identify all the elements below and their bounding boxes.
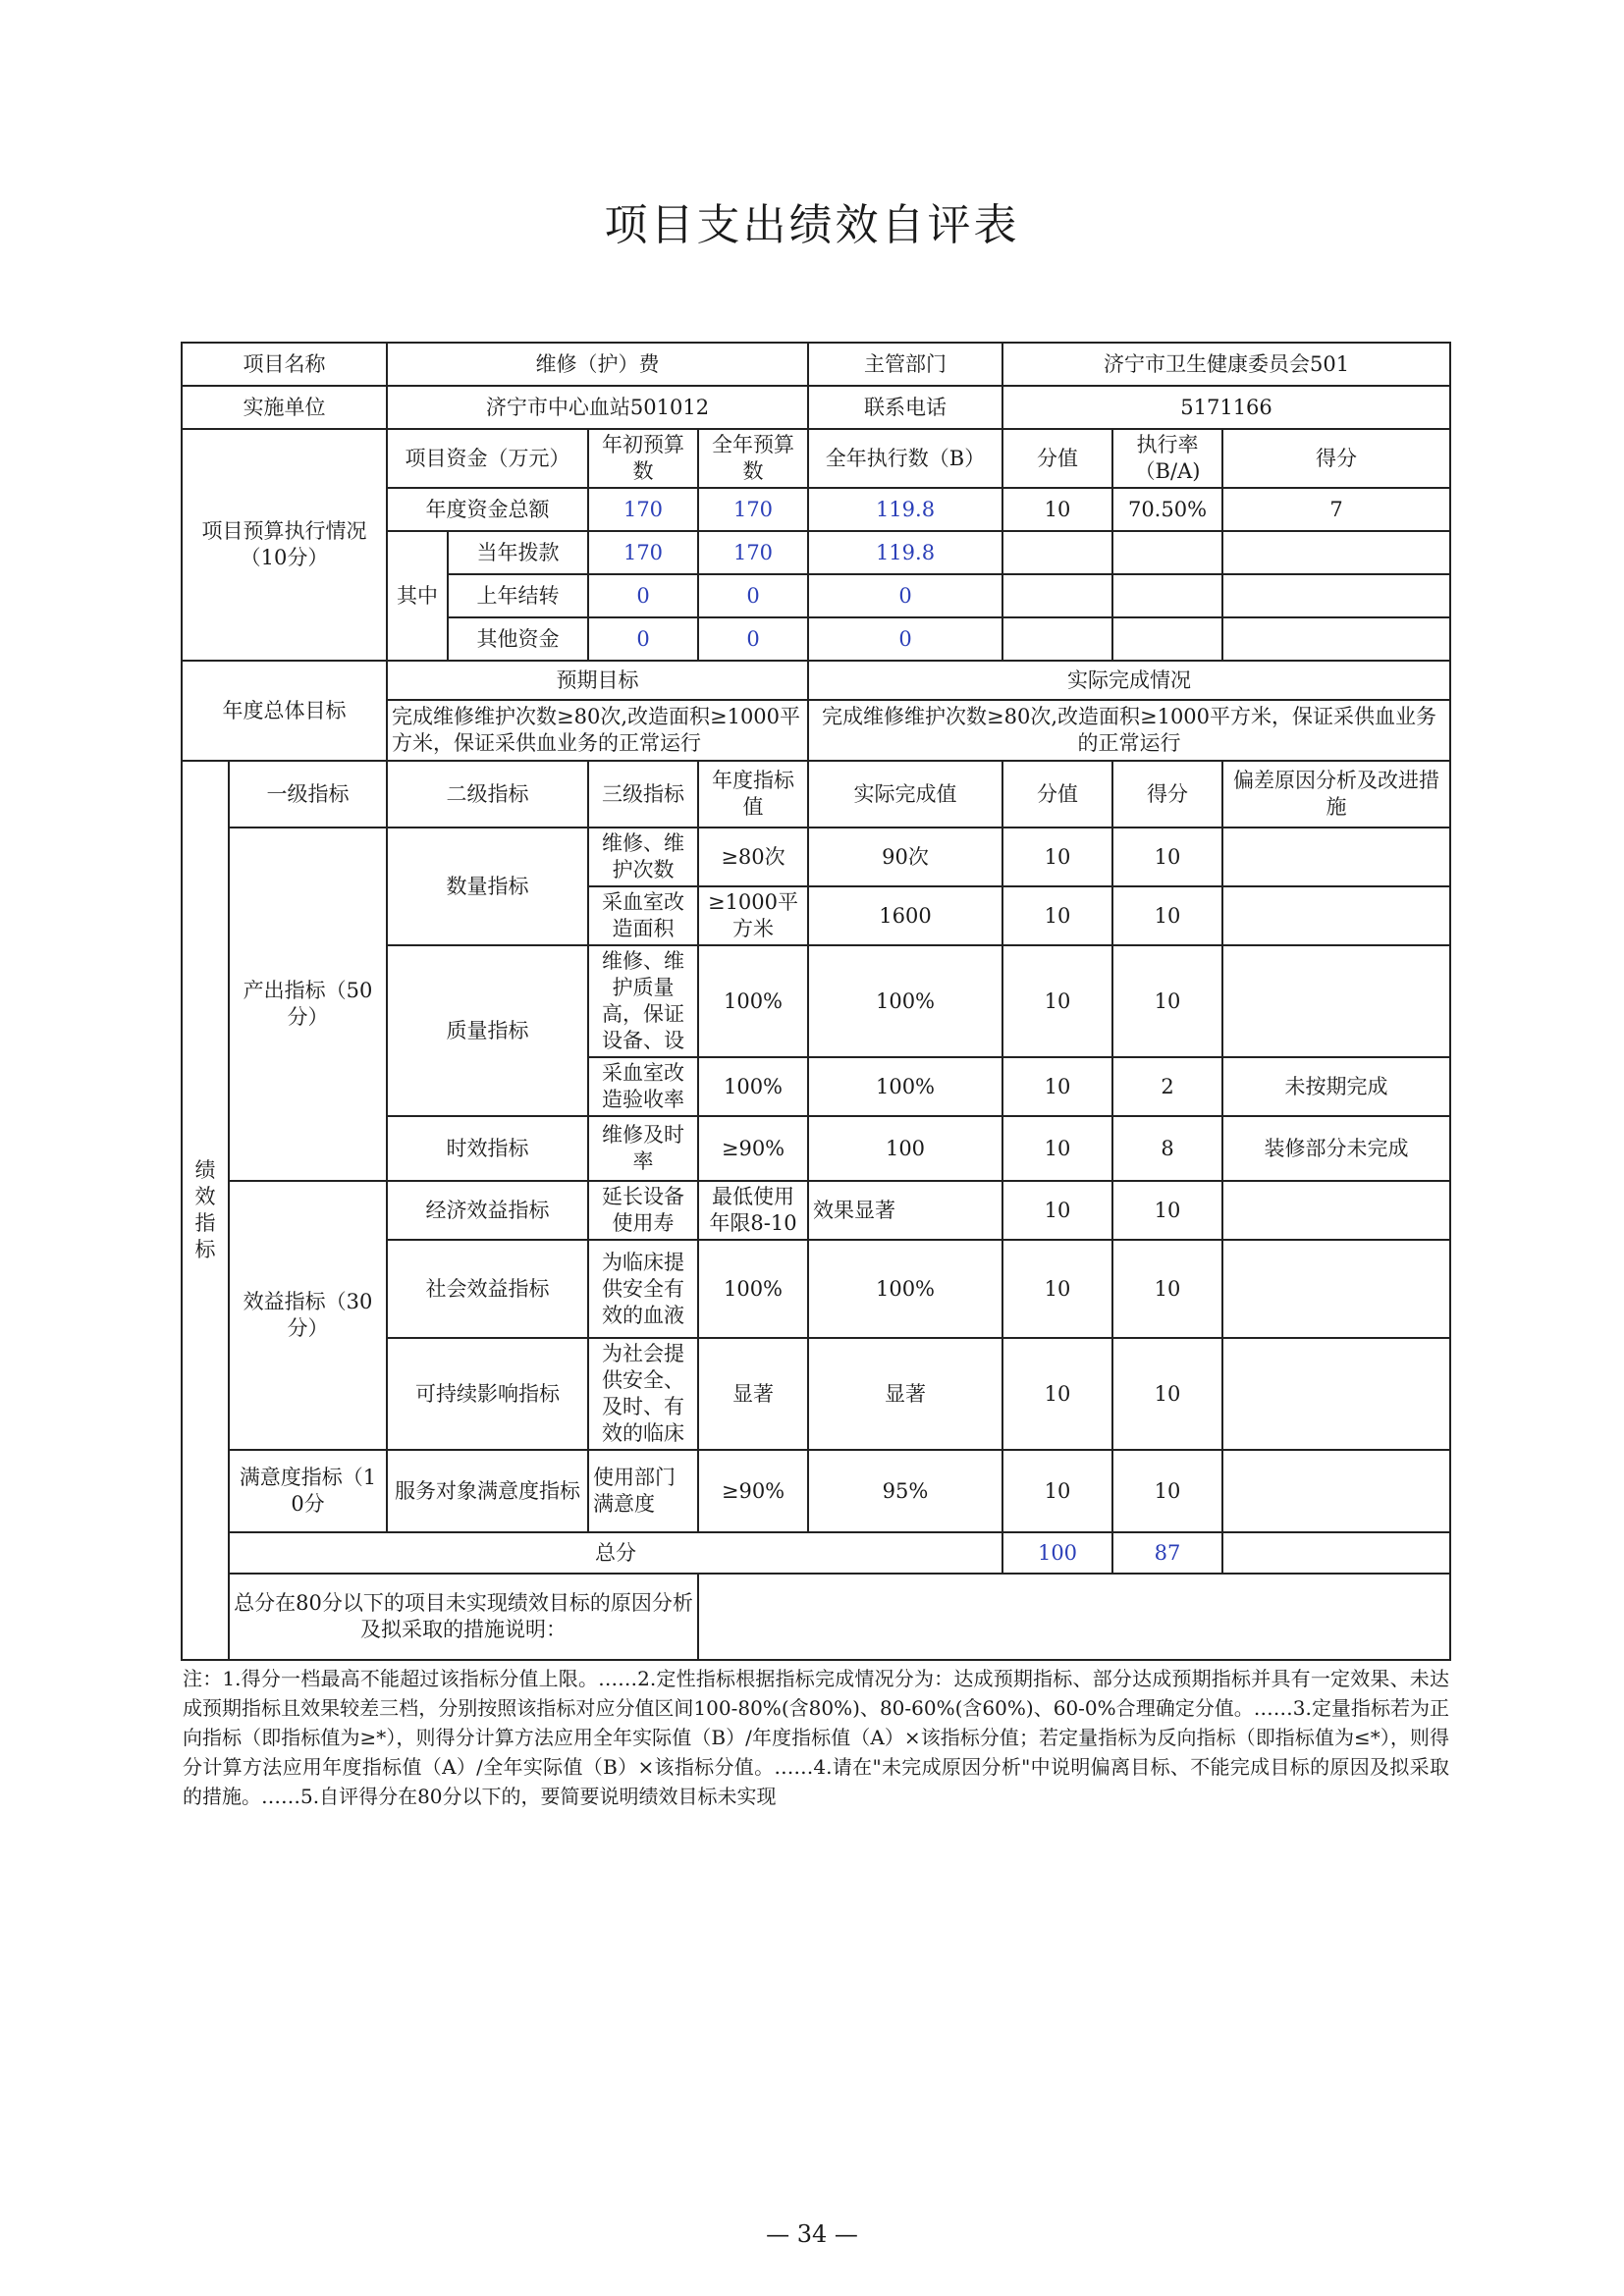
ind-header-weight: 分值 (1002, 761, 1112, 828)
ind-actual: 显著 (808, 1338, 1002, 1450)
explanation-label: 总分在80分以下的项目未实现绩效目标的原因分析及拟采取的措施说明： (229, 1574, 698, 1660)
ind-actual: 100% (808, 1057, 1002, 1116)
ind-l3: 维修、维护次数 (588, 828, 698, 886)
ind-note (1222, 1181, 1450, 1240)
budget-row-initial: 170 (588, 531, 698, 574)
empty-cell (1222, 1532, 1450, 1574)
project-name-value: 维修（护）费 (387, 343, 808, 386)
budget-row-annual: 0 (698, 574, 808, 617)
economic-indicator-label: 经济效益指标 (387, 1181, 588, 1240)
ind-note (1222, 1240, 1450, 1338)
budget-row-label: 当年拨款 (448, 531, 588, 574)
ind-weight: 10 (1002, 828, 1112, 886)
output-indicator-label: 产出指标（50分） (229, 828, 387, 1181)
budget-row-annual: 0 (698, 617, 808, 661)
ind-target: 最低使用年限8-10 (698, 1181, 808, 1240)
ind-target: ≥90% (698, 1450, 808, 1532)
ind-weight: 10 (1002, 1181, 1112, 1240)
ind-target: 显著 (698, 1338, 808, 1450)
ind-score: 8 (1112, 1116, 1222, 1181)
ind-target: 100% (698, 945, 808, 1057)
unit-value: 济宁市中心血站501012 (387, 386, 808, 429)
ind-header-analysis: 偏差原因分析及改进措施 (1222, 761, 1450, 828)
benefit-indicator-label: 效益指标（30分） (229, 1181, 387, 1450)
ind-l3: 采血室改造面积 (588, 886, 698, 945)
ind-score: 10 (1112, 1181, 1222, 1240)
empty-cell (1112, 531, 1222, 574)
ind-weight: 10 (1002, 1450, 1112, 1532)
ind-weight: 10 (1002, 1338, 1112, 1450)
phone-value: 5171166 (1002, 386, 1450, 429)
budget-header-fund: 项目资金（万元） (387, 429, 588, 488)
budget-row-label: 上年结转 (448, 574, 588, 617)
social-indicator-label: 社会效益指标 (387, 1240, 588, 1338)
total-label: 总分 (229, 1532, 1002, 1574)
goals-expected-text: 完成维修维护次数≥80次,改造面积≥1000平方米，保证采供血业务的正常运行 (387, 700, 808, 761)
ind-score: 10 (1112, 945, 1222, 1057)
explanation-value (698, 1574, 1450, 1660)
empty-cell (1222, 531, 1450, 574)
indicators-section-label: 绩效指标 (182, 761, 229, 1660)
empty-cell (1112, 574, 1222, 617)
ind-weight: 10 (1002, 1057, 1112, 1116)
budget-row-executed: 0 (808, 574, 1002, 617)
satisfaction-indicator-label: 满意度指标（10分 (229, 1450, 387, 1532)
budget-row-executed: 119.8 (808, 531, 1002, 574)
budget-header-weight: 分值 (1002, 429, 1112, 488)
ind-score: 10 (1112, 828, 1222, 886)
budget-row-annual: 170 (698, 531, 808, 574)
goals-actual-label: 实际完成情况 (808, 661, 1450, 700)
empty-cell (1002, 531, 1112, 574)
performance-table (181, 342, 1451, 1661)
ind-header-score: 得分 (1112, 761, 1222, 828)
ind-actual: 100% (808, 945, 1002, 1057)
project-name-label: 项目名称 (182, 343, 387, 386)
budget-header-initial: 年初预算数 (588, 429, 698, 488)
total-weight: 100 (1002, 1532, 1112, 1574)
ind-target: 100% (698, 1240, 808, 1338)
quality-indicator-label: 质量指标 (387, 945, 588, 1116)
empty-cell (1002, 617, 1112, 661)
sustain-indicator-label: 可持续影响指标 (387, 1338, 588, 1450)
ind-weight: 10 (1002, 886, 1112, 945)
ind-header-level1: 一级指标 (229, 761, 387, 828)
ind-note (1222, 1338, 1450, 1450)
ind-note: 装修部分未完成 (1222, 1116, 1450, 1181)
budget-total-executed: 119.8 (808, 488, 1002, 531)
ind-actual: 90次 (808, 828, 1002, 886)
footnotes: 注：1.得分一档最高不能超过该指标分值上限。……2.定性指标根据指标完成情况分为：达成预期指标、部分达成预期指标并具有一定效果、未达成预期指标且效果较差三档，分别按照该指标对应分值区间100-80%(含80%)、80-60%(含60%)、60-0%合理确定分值。……3.定量指标若为正向指标（即指标值为≥*），则得分计算方法应用全年实际值（B）/年度指标值（A）×该指标分值；若定量指标为反向指标（即指标值为≤*），则得分计算方法应用年度指标值（A）/全年实际值（B）×该指标分值。……4.请在"未完成原因分析"中说明偏离目标、不能完成目标的原因及拟采取的措施。……5.自评得分在80分以下的，要简要说明绩效目标未实现 (183, 1667, 1449, 1808)
ind-weight: 10 (1002, 1116, 1112, 1181)
goals-expected-label: 预期目标 (387, 661, 808, 700)
ind-l3: 维修及时率 (588, 1116, 698, 1181)
ind-weight: 10 (1002, 945, 1112, 1057)
budget-total-initial: 170 (588, 488, 698, 531)
budget-row-initial: 0 (588, 574, 698, 617)
ind-header-actual: 实际完成值 (808, 761, 1002, 828)
dept-value: 济宁市卫生健康委员会501 (1002, 343, 1450, 386)
ind-actual: 1600 (808, 886, 1002, 945)
empty-cell (1002, 574, 1112, 617)
ind-l3: 为临床提供安全有效的血液 (588, 1240, 698, 1338)
ind-score: 10 (1112, 886, 1222, 945)
timeliness-indicator-label: 时效指标 (387, 1116, 588, 1181)
goals-actual-text: 完成维修维护次数≥80次,改造面积≥1000平方米，保证采供血业务的正常运行 (808, 700, 1450, 761)
empty-cell (1222, 617, 1450, 661)
budget-row-initial: 0 (588, 617, 698, 661)
goals-section-label: 年度总体目标 (182, 661, 387, 761)
budget-of-which-label: 其中 (387, 531, 448, 661)
ind-note (1222, 828, 1450, 886)
page-number: — 34 — (766, 2220, 858, 2248)
ind-target: ≥90% (698, 1116, 808, 1181)
page-title: 项目支出绩效自评表 (604, 200, 1020, 250)
total-score: 87 (1112, 1532, 1222, 1574)
budget-total-annual: 170 (698, 488, 808, 531)
ind-score: 10 (1112, 1450, 1222, 1532)
budget-row-executed: 0 (808, 617, 1002, 661)
budget-total-score: 7 (1222, 488, 1450, 531)
quantity-indicator-label: 数量指标 (387, 828, 588, 945)
ind-l3: 采血室改造验收率 (588, 1057, 698, 1116)
ind-weight: 10 (1002, 1240, 1112, 1338)
ind-actual: 100% (808, 1240, 1002, 1338)
ind-actual: 100 (808, 1116, 1002, 1181)
budget-total-label: 年度资金总额 (387, 488, 588, 531)
service-indicator-label: 服务对象满意度指标 (387, 1450, 588, 1532)
budget-row-label: 其他资金 (448, 617, 588, 661)
ind-header-target: 年度指标值 (698, 761, 808, 828)
phone-label: 联系电话 (808, 386, 1002, 429)
budget-header-rate: 执行率（B/A) (1112, 429, 1222, 488)
budget-header-executed: 全年执行数（B） (808, 429, 1002, 488)
ind-score: 2 (1112, 1057, 1222, 1116)
ind-note (1222, 1450, 1450, 1532)
budget-total-rate: 70.50% (1112, 488, 1222, 531)
ind-l3: 使用部门满意度 (588, 1450, 698, 1532)
ind-note: 未按期完成 (1222, 1057, 1450, 1116)
budget-total-weight: 10 (1002, 488, 1112, 531)
ind-note (1222, 886, 1450, 945)
ind-score: 10 (1112, 1338, 1222, 1450)
ind-target: 100% (698, 1057, 808, 1116)
ind-l3: 延长设备使用寿 (588, 1181, 698, 1240)
ind-target: ≥1000平方米 (698, 886, 808, 945)
budget-header-score: 得分 (1222, 429, 1450, 488)
ind-actual: 95% (808, 1450, 1002, 1532)
ind-score: 10 (1112, 1240, 1222, 1338)
dept-label: 主管部门 (808, 343, 1002, 386)
budget-section-label: 项目预算执行情况（10分） (182, 429, 387, 661)
unit-label: 实施单位 (182, 386, 387, 429)
budget-header-annual: 全年预算数 (698, 429, 808, 488)
ind-target: ≥80次 (698, 828, 808, 886)
ind-header-level2: 二级指标 (387, 761, 588, 828)
ind-header-level3: 三级指标 (588, 761, 698, 828)
ind-note (1222, 945, 1450, 1057)
ind-actual: 效果显著 (808, 1181, 1002, 1240)
ind-l3: 为社会提供安全、及时、有效的临床 (588, 1338, 698, 1450)
empty-cell (1112, 617, 1222, 661)
ind-l3: 维修、维护质量高，保证设备、设 (588, 945, 698, 1057)
empty-cell (1222, 574, 1450, 617)
